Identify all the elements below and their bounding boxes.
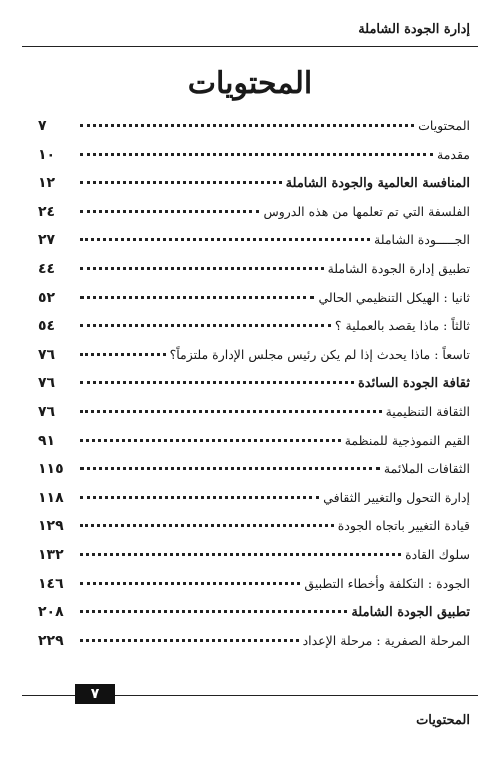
dot-leader (80, 553, 401, 556)
toc-entry[interactable] (38, 318, 470, 347)
dot-leader (80, 238, 370, 241)
toc-entry-label: ثانيا : الهيكل التنظيمي الحالي (318, 289, 470, 305)
toc-entry-label: الجـــــودة الشاملة (374, 232, 470, 248)
toc-entry-label: سلوك القادة (405, 546, 470, 562)
dot-leader (80, 610, 347, 613)
toc-entry-label: الجودة : التكلفة وأخطاء التطبيق (304, 575, 470, 591)
toc-entry[interactable] (38, 433, 470, 462)
toc-entry-page-number: ٧ (38, 118, 47, 134)
toc-entry-page-number: ٢٠٨ (38, 604, 64, 621)
toc-entry[interactable] (38, 633, 470, 662)
toc-entry[interactable] (38, 147, 470, 176)
dot-leader (80, 267, 324, 270)
toc-entry[interactable] (38, 518, 470, 547)
toc-entry-page-number: ٧٦ (38, 403, 56, 420)
toc-entry-label: الثقافة التنظيمية (385, 403, 470, 419)
toc-entry-page-number: ٥٤ (38, 318, 56, 335)
dot-leader (80, 210, 259, 213)
toc-entry-label: الثقافات الملائمة (383, 461, 470, 477)
toc-entry-page-number: ١١٨ (38, 489, 64, 506)
toc-entry-page-number: ٢٢٩ (38, 632, 64, 649)
dot-leader (80, 524, 334, 527)
header-divider (22, 46, 478, 47)
toc-entry-page-number: ٥٢ (38, 289, 56, 306)
dot-leader (80, 181, 282, 184)
toc-entry-page-number: ٩١ (38, 432, 56, 449)
toc-entry-page-number: ٢٤ (38, 203, 56, 220)
dot-leader (80, 439, 341, 442)
toc-entry[interactable] (38, 490, 470, 519)
toc-entry[interactable] (38, 118, 470, 147)
toc-entry[interactable] (38, 375, 470, 404)
toc-entry-label: القيم النموذجية للمنظمة (344, 432, 470, 448)
dot-leader (80, 496, 319, 499)
toc-entry-label: ثقافة الجودة السائدة (357, 376, 470, 392)
toc-entry-page-number: ١٣٢ (38, 546, 64, 563)
page-title: المحتويات (187, 66, 313, 101)
toc-entry[interactable] (38, 290, 470, 319)
toc-entry[interactable] (38, 347, 470, 376)
toc-entry-page-number: ١٢٩ (38, 518, 64, 535)
dot-leader (80, 410, 382, 413)
toc-entry[interactable] (38, 576, 470, 605)
toc-entry-label: مقدمة (437, 146, 470, 162)
toc-entry[interactable] (38, 175, 470, 204)
toc-entry-page-number: ١٠ (38, 146, 56, 163)
dot-leader (80, 381, 354, 384)
toc-entry-label: إدارة التحول والتغيير الثقافي (323, 489, 470, 505)
toc-entry-label: الفلسفة التي تم تعلمها من هذه الدروس (263, 203, 470, 219)
toc-entry-page-number: ٤٤ (38, 260, 56, 277)
dot-leader (80, 153, 433, 156)
toc-entry-label: المنافسة العالمية والجودة الشاملة (285, 176, 470, 192)
toc-entry-page-number: ٢٧ (38, 232, 56, 249)
table-of-contents (38, 118, 470, 661)
toc-entry-page-number: ١٢ (38, 175, 56, 192)
toc-entry[interactable] (38, 604, 470, 633)
toc-entry-label: المحتويات (418, 118, 470, 133)
toc-entry[interactable] (38, 547, 470, 576)
toc-entry-page-number: ١١٥ (38, 461, 64, 478)
toc-entry-page-number: ٧٦ (38, 375, 56, 392)
toc-entry-page-number: ١٤٦ (38, 575, 64, 592)
dot-leader (80, 296, 314, 299)
running-header: إدارة الجودة الشاملة (358, 22, 470, 37)
dot-leader (80, 467, 380, 470)
toc-entry[interactable] (38, 404, 470, 433)
toc-entry-label: قيادة التغيير باتجاه الجودة (337, 518, 470, 534)
toc-entry-page-number: ٧٦ (38, 346, 56, 363)
running-footer: المحتويات (416, 713, 470, 728)
dot-leader (80, 582, 300, 585)
toc-entry[interactable] (38, 204, 470, 233)
toc-entry-label: ثالثاً : ماذا يقصد بالعملية ؟ (334, 318, 470, 334)
dot-leader (80, 639, 299, 642)
dot-leader (80, 353, 166, 356)
toc-entry-label: تاسعاً : ماذا يحدث إذا لم يكن رئيس مجلس الإدارة ملتزماً؟ (169, 346, 470, 362)
toc-entry[interactable] (38, 261, 470, 290)
toc-entry[interactable] (38, 232, 470, 261)
toc-entry[interactable] (38, 461, 470, 490)
toc-entry-label: تطبيق إدارة الجودة الشاملة (327, 260, 470, 276)
dot-leader (80, 124, 414, 127)
toc-entry-label: تطبيق الجودة الشاملة (351, 605, 470, 621)
dot-leader (80, 324, 331, 327)
toc-entry-label: المرحلة الصفرية : مرحلة الإعداد (302, 632, 470, 648)
page-number-badge: ٧ (75, 684, 115, 704)
